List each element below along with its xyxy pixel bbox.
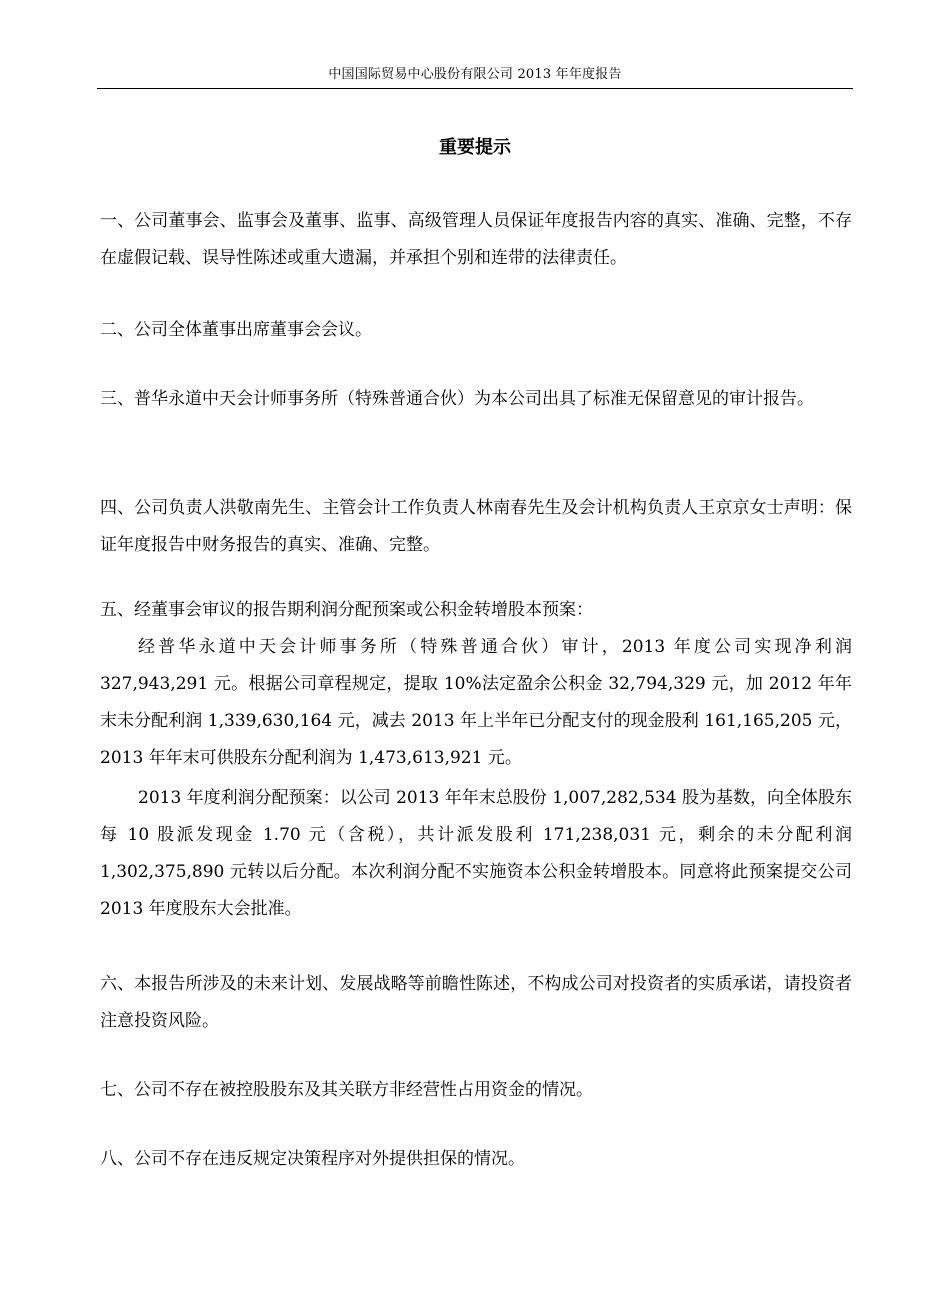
notice-item-7: 七、公司不存在被控股股东及其关联方非经营性占用资金的情况。 — [100, 1080, 593, 1100]
notice-item-5: 五、经董事会审议的报告期利润分配预案或公积金转增股本预案： — [100, 600, 593, 620]
notice-item-2: 二、公司全体董事出席董事会会议。 — [100, 320, 372, 340]
notice-item-1: 一、公司董事会、监事会及董事、监事、高级管理人员保证年度报告内容的真实、准确、完整，不存在虚假记载、误导性陈述或重大遗漏，并承担个别和连带的法律责任。 — [100, 211, 852, 268]
notice-item-4: 四、公司负责人洪敬南先生、主管会计工作负责人林南春先生及会计机构负责人王京京女士声明：保证年度报告中财务报告的真实、准确、完整。 — [100, 498, 852, 555]
notice-item-6: 六、本报告所涉及的未来计划、发展战略等前瞻性陈述，不构成公司对投资者的实质承诺，请投资者注意投资风险。 — [100, 974, 852, 1031]
running-header: 中国国际贸易中心股份有限公司 2013 年年度报告 — [328, 67, 622, 82]
notice-item-3: 三、普华永道中天会计师事务所（特殊普通合伙）为本公司出具了标准无保留意见的审计报告。 — [100, 389, 814, 409]
notice-item-5-audit-paragraph: 经普华永道中天会计师事务所（特殊普通合伙）审计，2013 年度公司实现净利润327,943,291 元。根据公司章程规定，提取 10%法定盈余公积金 32,794,329 元，加 2012 年年末未分配利润 1,339,630,164 元，减去 2013 年上半年已分配支付的现金股利 161,165,205 元，2013 年年末可供股东分配利润为 1,473,613,921 元。 — [100, 637, 852, 768]
notice-item-5-distribution-paragraph: 2013 年度利润分配预案：以公司 2013 年年末总股份 1,007,282,534 股为基数，向全体股东每 10 股派发现金 1.70 元（含税），共计派发股利 171,238,031 元，剩余的未分配利润 1,302,375,890 元转以后分配。本次利润分配不实施资本公积金转增股本。同意将此预案提交公司 2013 年度股东大会批准。 — [100, 788, 852, 919]
notice-item-8: 八、公司不存在违反规定决策程序对外提供担保的情况。 — [100, 1149, 525, 1169]
header-divider — [97, 88, 853, 89]
page-title: 重要提示 — [439, 137, 511, 158]
